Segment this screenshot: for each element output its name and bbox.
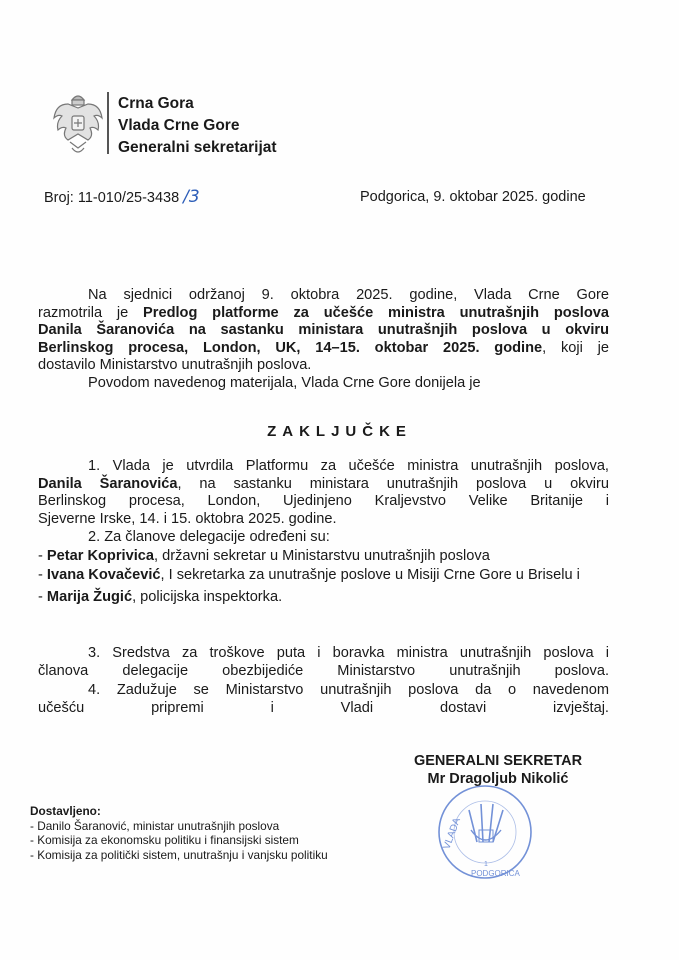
text-line [38, 322, 609, 340]
bold-text: Danila Šaranovića na sastanku ministara unutrašnjih poslova u okviru [38, 322, 609, 338]
distribution-item: - Komisija za politički sistem, unutrašnju i vanjsku politiku [30, 847, 328, 862]
distribution-item: - Komisija za ekonomsku politiku i finansijski sistem [30, 833, 299, 848]
signature-name: Mr Dragoljub Nikolić [427, 771, 569, 787]
member-name: Marija Žugić [46, 588, 133, 605]
conclusion-item-2 [38, 529, 609, 606]
letterhead-divider [107, 92, 109, 154]
letterhead-government: Vlada Crne Gore [118, 117, 240, 134]
member-name: Ivana Kovačević [46, 567, 161, 583]
svg-text:VLADA: VLADA [441, 816, 464, 852]
svg-text:1: 1 [484, 861, 488, 868]
distribution-list [30, 804, 328, 862]
text: Na sjednici održanoj 9. oktobra 2025. godine, Vlada Crne Gore [88, 287, 609, 303]
text: , koji je [542, 339, 609, 356]
place-date: Podgorica, 9. oktobar 2025. godine [360, 189, 586, 205]
letterhead-secretariat: Generalni sekretarijat [118, 139, 277, 156]
text: razmotrila je [38, 304, 144, 321]
conclusion-item-1 [38, 458, 609, 528]
text: 1. Vlada je utvrdila Platformu za učešće ministra unutrašnjih poslova, [88, 458, 609, 474]
signature-title: GENERALNI SEKRETAR [413, 753, 583, 769]
distribution-item: - Danilo Šaranović, ministar unutrašnjih poslova [30, 818, 280, 833]
text-line [38, 476, 609, 494]
bold-text: Berlinskog procesa, London, UK, 14–15. oktobar 2025. godine [38, 339, 543, 356]
conclusions-title: ZAKLJUČKE [267, 423, 412, 440]
item3-line-2: članova delegacije obezbijediće Ministarstvo unutrašnjih poslova. [38, 662, 609, 679]
conclusion-item-4 [38, 682, 609, 717]
letterhead [118, 93, 277, 159]
item3-line-1: 3. Sredstva za troškove puta i boravka ministra unutrašnjih poslova i [88, 645, 609, 661]
text: Sjeverne Irske, 14. i 15. oktobra 2025. godine. [38, 510, 337, 527]
conclusion-item-3 [38, 645, 609, 680]
item4-line-2: učešću pripremi i Vladi dostavi izvještaj. [38, 699, 609, 716]
text: dostavilo Ministarstvo unutrašnjih poslova. [38, 357, 312, 373]
text-line [38, 493, 609, 511]
item4-line-1: 4. Zadužuje se Ministarstvo unutrašnjih poslova da o navedenom [88, 682, 609, 698]
bold-text: Danila Šaranovića [38, 475, 178, 492]
text-line [38, 458, 609, 476]
handwritten-suffix: /3 [183, 187, 200, 207]
intro-paragraph [38, 287, 609, 375]
member-role: , policijska inspektorka. [132, 588, 283, 605]
text-line [38, 340, 609, 358]
text-line [38, 357, 609, 375]
delegation-member: - Petar Koprivica, državni sekretar u Ministarstvu unutrašnjih poslova [38, 547, 490, 564]
member-role: , I sekretarka za unutrašnje poslove u Misiji Crne Gore u Briselu i [160, 567, 580, 583]
item2-intro: 2. Za članove delegacije određeni su: [88, 529, 330, 545]
delegation-member: - Marija Žugić, policijska inspektorka. [38, 588, 283, 605]
svg-text:PODGORICA: PODGORICA [471, 869, 520, 878]
letterhead-country: Crna Gora [118, 95, 194, 112]
member-role: , državni sekretar u Ministarstvu unutrašnjih poslova [154, 547, 490, 564]
reference-number-text: Broj: 11-010/25-3438 [44, 190, 180, 206]
delegation-member: - Ivana Kovačević, I sekretarka za unutrašnje poslove u Misiji Crne Gore u Briselu i [38, 567, 580, 583]
text: Berlinskog procesa, London, Ujedinjeno Kraljevstvo Velike Britanije i [38, 493, 609, 509]
bold-text: Predlog platforme za učešće ministra unutrašnjih poslova [143, 304, 609, 321]
intro-second-text: Povodom navedenog materijala, Vlada Crne Gore donijela je [88, 375, 481, 391]
coat-of-arms-icon [50, 90, 106, 158]
distribution-heading: Dostavljeno: [30, 804, 101, 818]
text-line [38, 287, 609, 305]
official-stamp-icon [433, 780, 538, 885]
text: , na sastanku ministara unutrašnjih poslova u okviru [177, 475, 609, 492]
text-line [38, 511, 609, 529]
intro-second-paragraph [38, 375, 609, 393]
member-name: Petar Koprivica [46, 547, 154, 564]
text-line [38, 305, 609, 323]
reference-number [44, 187, 200, 207]
